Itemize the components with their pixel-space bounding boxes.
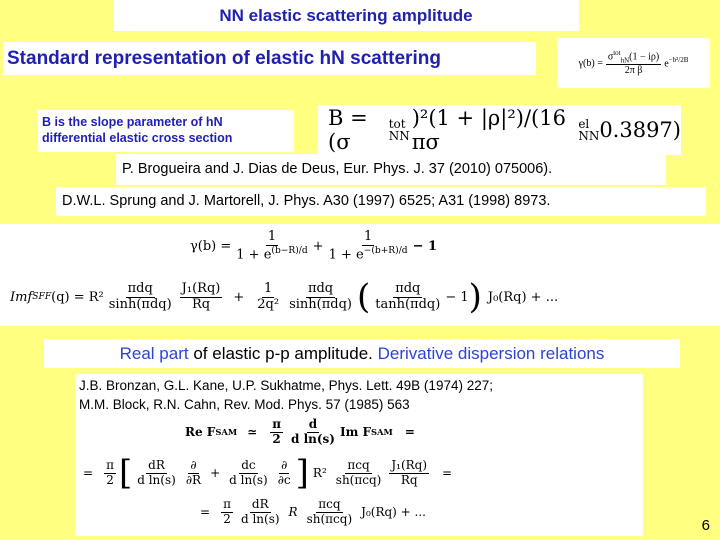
re-line-3: [200, 498, 426, 527]
l2-f7-num: J₁(Rq): [391, 457, 428, 472]
re-f2-num: d: [308, 417, 318, 431]
l2-f7-den: Rq: [400, 472, 418, 487]
reference-brogueira: P. Brogueira and J. Dias de Deus, Eur. Phys. J. 37 (2010) 075006).: [116, 154, 666, 185]
b-formula-end: 0.3897): [599, 118, 681, 142]
l3-f1-den: 2: [223, 511, 231, 526]
l2-frac4: [227, 459, 270, 488]
l2-frac3: [184, 459, 203, 488]
im-frac1: [107, 282, 174, 313]
l2-f5-den: ∂c: [277, 472, 291, 487]
im-f3-den: 2q²: [257, 296, 280, 312]
gamma-num-sigma: σ: [607, 51, 614, 63]
im-f2-num: J₁(Rq): [181, 280, 221, 296]
l2-f4-den: d ln(s): [229, 472, 268, 487]
slope-line-2: differential elastic cross section: [42, 131, 233, 145]
l2-f2-num: dR: [148, 457, 165, 472]
imf-sff-formula: [10, 277, 559, 317]
slide-title: NN elastic scattering amplitude: [113, 0, 579, 31]
re-frac1: [270, 418, 283, 447]
l2-frac5: [276, 459, 293, 488]
g2-frac1-den: [234, 246, 309, 263]
slide-subtitle: Standard representation of elastic hN scattering: [3, 42, 536, 75]
g2-plus: +: [312, 239, 324, 255]
b-tot: tot: [388, 117, 406, 131]
im-f1-num: πdq: [127, 280, 153, 296]
re-sub: SAM: [215, 427, 238, 438]
formula-band: [0, 224, 720, 326]
reference-bronzan: J.B. Bronzan, G.L. Kane, U.P. Sukhatme, Phys. Lett. 49B (1974) 227;: [79, 378, 493, 393]
b-tot-stack: [389, 118, 410, 142]
im-f2-den: Rq: [191, 296, 211, 312]
im-f5-den: tanh(πdq): [375, 296, 441, 312]
re-lhs: Re F: [185, 425, 216, 440]
re-approx: ≃: [247, 425, 258, 440]
re-f2-den: d ln(s): [291, 431, 335, 446]
im-f1-den: sinh(πdq): [108, 296, 172, 312]
b-nn: NN: [388, 129, 410, 143]
re-im-sub: SAM: [370, 427, 393, 438]
b-el-stack: [578, 118, 599, 142]
gamma-exp-base: e: [664, 58, 669, 70]
l2-f3-den: ∂R: [185, 472, 202, 487]
g2-lhs: γ(b) =: [190, 239, 232, 255]
l2-r2: R²: [312, 466, 327, 480]
reference-sprung: D.W.L. Sprung and J. Martorell, J. Phys. A30 (1997) 6525; A31 (1998) 8973.: [56, 187, 706, 216]
gamma-den: 2π β: [624, 65, 643, 77]
page-number: 6: [701, 517, 710, 534]
re-line-1: [185, 418, 415, 447]
l2-frac7: [389, 459, 429, 488]
gamma-formula: [557, 38, 710, 88]
l2-eq-end: =: [442, 466, 453, 480]
re-im: Im F: [339, 425, 371, 440]
b-formula: [318, 105, 681, 155]
slope-description: [38, 110, 294, 152]
l2-plus: +: [210, 466, 221, 480]
im-f4-den: sinh(πdq): [289, 296, 352, 312]
l3-f3-num: πcq: [318, 497, 341, 511]
l2-f5-num: ∂: [281, 457, 288, 472]
im-plus: +: [233, 289, 245, 305]
l2-f1-den: 2: [106, 472, 114, 487]
l3-r: R: [288, 505, 298, 520]
g2-frac2-den-sup: −(b+R)/d: [363, 245, 408, 256]
l2-f6-num: πcq: [347, 457, 370, 472]
gamma-lhs: γ(b) =: [578, 57, 603, 69]
b-formula-start: B = (σ: [328, 106, 368, 154]
real-part-middle: of elastic p-p amplitude.: [188, 344, 378, 363]
g2-frac2-num: 1: [363, 229, 373, 244]
gamma-num-sup: tot: [613, 49, 621, 58]
l3-frac2: [239, 498, 282, 527]
gamma-num-sub: hN: [620, 56, 630, 65]
im-frac2: [180, 282, 223, 313]
real-part-formula: [75, 416, 643, 536]
im-frac4: [287, 282, 354, 313]
l3-f3-den: sh(πcq): [306, 511, 353, 526]
g2-frac1-den-sup: (b−R)/d: [271, 245, 308, 256]
l3-eq: =: [200, 505, 211, 520]
l3-frac1: [221, 498, 233, 527]
g2-frac1-den-base: 1 + e: [236, 247, 272, 263]
re-f1-den: 2: [272, 431, 281, 446]
im-tail: J₀(Rq) + ...: [487, 289, 559, 305]
real-part-label: Real part: [119, 344, 189, 363]
l2-f3-num: ∂: [190, 457, 197, 472]
b-el: el: [578, 117, 590, 131]
reference-block: M.M. Block, R.N. Cahn, Rev. Mod. Phys. 57 (1985) 563: [79, 397, 410, 412]
l2-f2-den: d ln(s): [137, 472, 176, 487]
l3-f2-num: dR: [251, 497, 269, 511]
l2-f1-num: π: [106, 457, 114, 472]
im-lhs: Imf: [10, 289, 33, 305]
l2-eq: =: [83, 466, 94, 480]
gamma-num-rest: (1 − iρ): [629, 51, 660, 63]
gamma-exp-sup: −b²/2B: [668, 56, 689, 65]
l2-frac1: [104, 459, 116, 488]
re-eq: =: [404, 425, 415, 440]
im-minus-one: − 1: [445, 289, 469, 305]
im-close-paren: ): [468, 277, 482, 317]
g2-minus-one: − 1: [412, 239, 438, 255]
l3-frac3: [305, 498, 355, 527]
l2-f4-num: dc: [241, 457, 256, 472]
im-f4-num: πdq: [307, 280, 334, 296]
reference-bronzan-block: [75, 374, 643, 416]
re-frac2: [289, 418, 337, 447]
g2-frac1: [234, 230, 309, 263]
b-formula-mid: )²(1 + |ρ|²)/(16 πσ: [411, 106, 566, 154]
l2-frac2: [135, 459, 178, 488]
real-part-tail: Derivative dispersion relations: [377, 344, 605, 363]
im-open-paren: (: [356, 277, 371, 317]
gamma-exp: [664, 56, 688, 69]
im-arg: (q) = R²: [51, 289, 104, 305]
gamma-fraction: [606, 49, 661, 77]
im-sub: SFF: [32, 292, 52, 302]
l2-f6-den: sh(πcq): [335, 472, 382, 487]
l2-frac6: [334, 459, 384, 488]
g2-frac1-num: 1: [267, 229, 277, 244]
real-part-heading: [44, 339, 680, 368]
im-frac5: [373, 282, 442, 313]
re-line-2: [83, 453, 453, 493]
l2-open-bracket: [: [118, 453, 133, 493]
im-f3-num: 1: [264, 280, 273, 296]
b-nn2: NN: [578, 129, 600, 143]
im-frac3: [255, 282, 281, 313]
l2-close-bracket: ]: [295, 453, 309, 493]
im-f5-num: πdq: [395, 280, 421, 296]
gamma-sff-formula: [190, 230, 437, 263]
g2-frac2-den: [327, 246, 410, 263]
l3-f2-den: d ln(s): [240, 511, 280, 526]
slope-line-1: B is the slope parameter of hN: [42, 115, 223, 129]
g2-frac2-den-base: 1 + e: [328, 247, 364, 263]
l3-tail: J₀(Rq) + ...: [361, 505, 426, 520]
g2-frac2: [327, 230, 410, 263]
re-f1-num: π: [272, 417, 281, 431]
l3-f1-num: π: [223, 497, 231, 511]
